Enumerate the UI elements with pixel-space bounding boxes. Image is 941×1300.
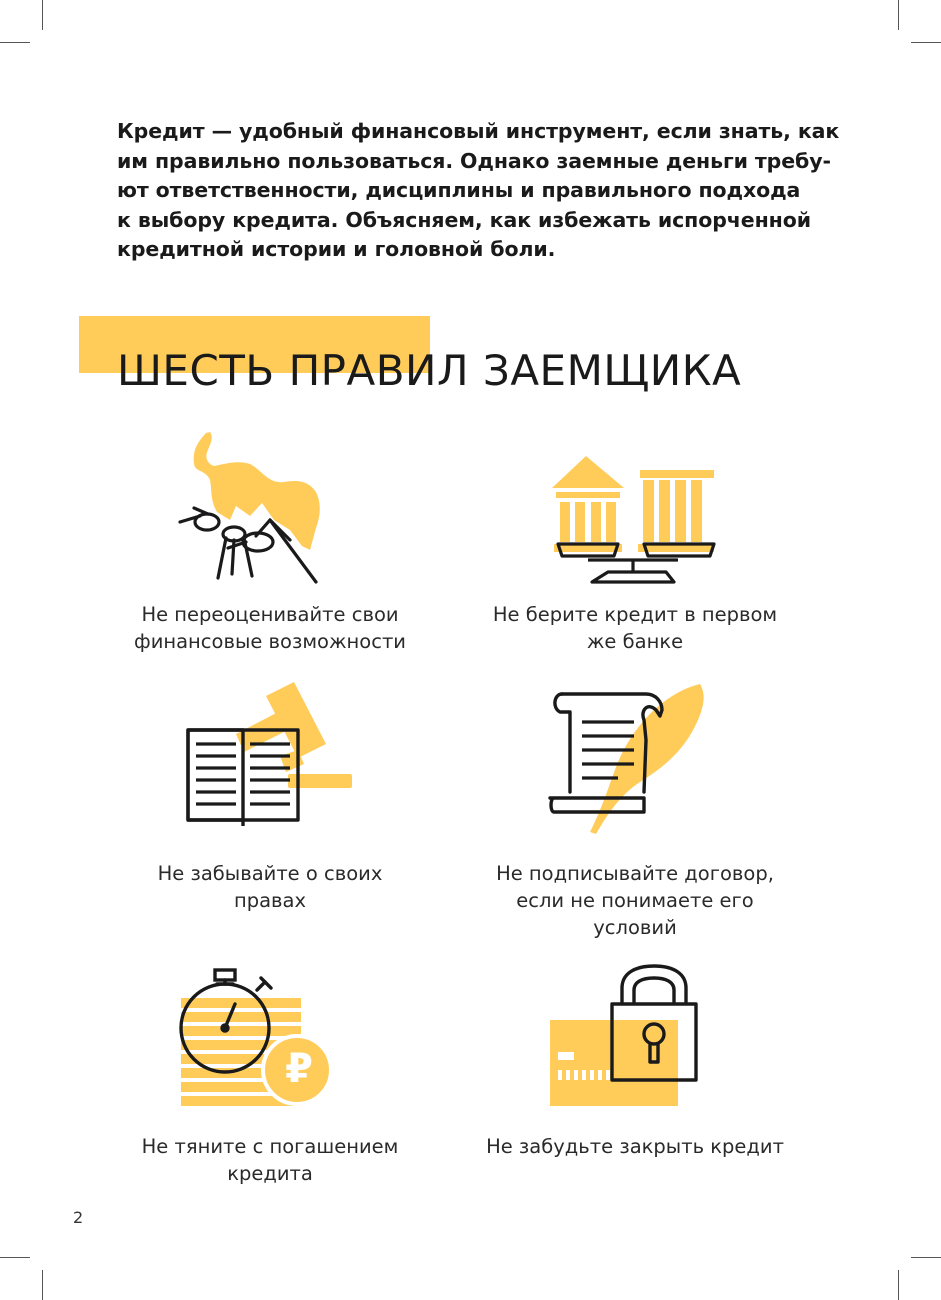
crop-mark-top-left [42, 0, 43, 30]
page-number: 2 [73, 1208, 84, 1227]
rule-caption-line: условий [593, 916, 677, 939]
rule-caption-line: если не понимаете его [516, 889, 754, 912]
bank-scales-icon [548, 452, 723, 592]
rule-caption [475, 1133, 795, 1160]
rule-caption-line: кредита [227, 1162, 313, 1185]
card-padlock-icon [548, 962, 703, 1112]
crop-mark-bottom-right [911, 1257, 941, 1258]
rule-caption-line: же банке [586, 630, 684, 653]
crop-mark-top-right [911, 42, 941, 43]
ruble-sign-icon: ₽ [285, 1046, 313, 1092]
intro-line: кредитной истории и головной боли. [117, 237, 556, 262]
rule-caption-line: Не переоценивайте свои [141, 603, 399, 626]
intro-line: Кредит — удобный финансовый инструмент, если знать, как [117, 119, 840, 143]
rule-caption-line: Не тяните с погашением [141, 1135, 399, 1158]
rule-caption-line: Не забывайте о своих [157, 862, 383, 885]
rule-caption [110, 1133, 430, 1187]
rule-caption [110, 601, 430, 655]
crop-mark-bottom-left [42, 1270, 43, 1300]
section-title: ШЕСТЬ ПРАВИЛ ЗАЕМЩИКА [117, 346, 742, 395]
crop-mark-top-left [0, 42, 30, 43]
rule-caption-line: правах [233, 889, 307, 912]
rule-caption-line: финансовые возможности [134, 630, 406, 653]
elephant-ant-icon [170, 428, 350, 588]
rule-caption [110, 860, 430, 914]
rule-caption-line: Не забудьте закрыть кредит [486, 1135, 784, 1158]
rule-caption-line: Не берите кредит в первом [492, 603, 778, 626]
intro-line: к выбору кредита. Объясняем, как избежать испорченной [117, 207, 811, 232]
intro-paragraph [117, 117, 840, 265]
crop-mark-top-right [898, 0, 899, 30]
intro-line: ют ответственности, дисциплины и правильного подхода [117, 178, 801, 203]
scroll-quill-icon [548, 680, 718, 840]
rule-caption [475, 860, 795, 941]
book-gavel-icon [180, 678, 360, 828]
crop-mark-bottom-right [898, 1270, 899, 1300]
crop-mark-bottom-left [0, 1257, 30, 1258]
rule-caption [475, 601, 795, 655]
rule-caption-line: Не подписывайте договор, [496, 862, 774, 885]
intro-line: им правильно пользоваться. Однако заемные деньги требу- [117, 148, 831, 173]
